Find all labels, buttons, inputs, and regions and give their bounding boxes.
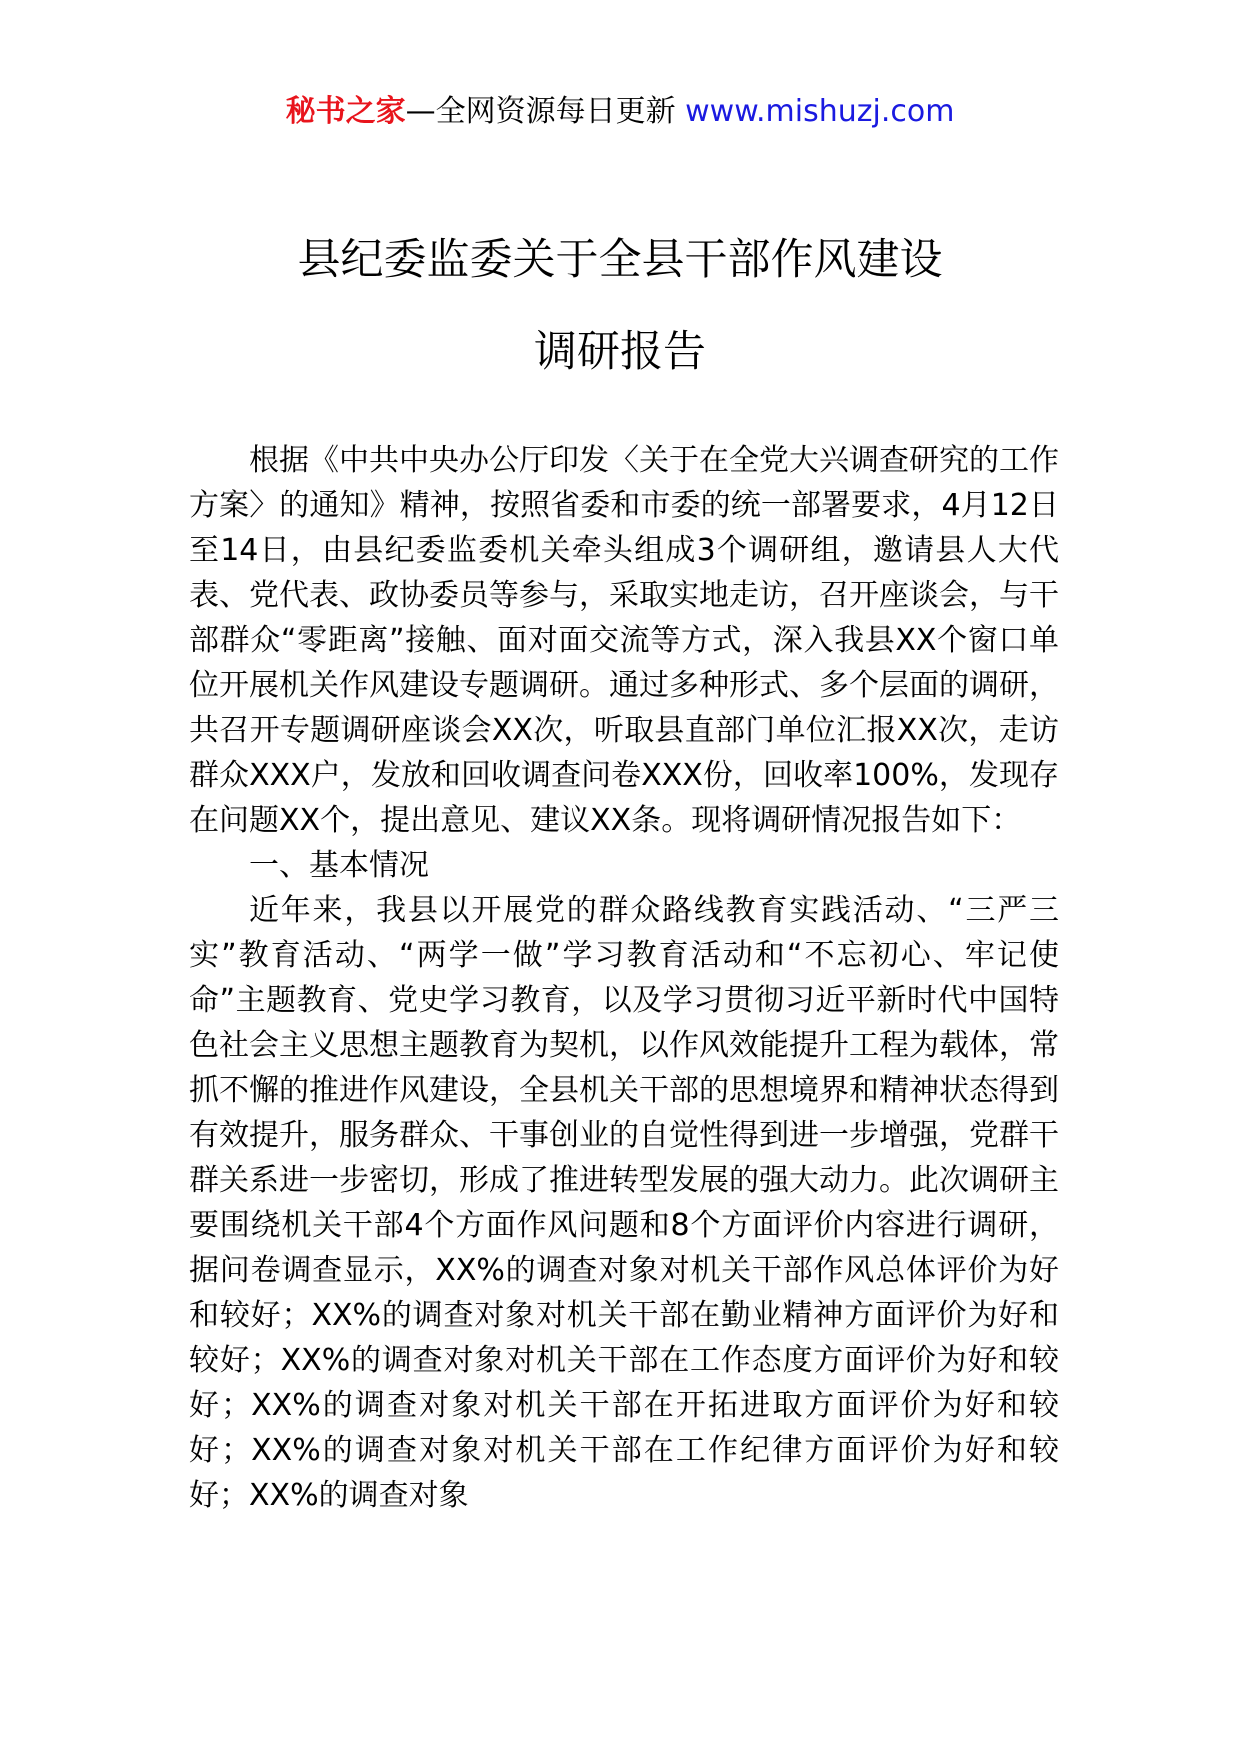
document-title-line-2: 调研报告 <box>534 327 706 377</box>
site-url-link[interactable]: www.mishuzj.com <box>685 94 955 129</box>
section-heading-basic-situation: 一、基本情况 <box>249 848 429 883</box>
document-body <box>189 438 1059 1518</box>
paragraph-intro: 根据《中共中央办公厅印发〈关于在全党大兴调查研究的工作方案〉的通知》精神，按照省委和市委的统一部署要求，4月12日至14日，由县纪委监委机关牵头组成3个调研组，邀请县人大代表、党代表、政协委员等参与，采取实地走访，召开座谈会，与干部群众“零距离”接触、面对面交流等方式，深入我县XX个窗口单位开展机关作风建设专题调研。通过多种形式、多个层面的调研，共召开专题调研座谈会XX次，听取县直部门单位汇报XX次，走访群众XXX户，发放和回收调查问卷XXX份，回收率100%，发现存在问题XX个，提出意见、建议XX条。现将调研情况报告如下： <box>189 443 1059 838</box>
paragraph-basic-situation: 近年来，我县以开展党的群众路线教育实践活动、“三严三实”教育活动、“两学一做”学习教育活动和“不忘初心、牢记使命”主题教育、党史学习教育，以及学习贯彻习近平新时代中国特色社会主义思想主题教育为契机，以作风效能提升工程为载体，常抓不懈的推进作风建设，全县机关干部的思想境界和精神状态得到有效提升，服务群众、干事创业的自觉性得到进一步增强，党群干群关系进一步密切，形成了推进转型发展的强大动力。此次调研主要围绕机关干部4个方面作风问题和8个方面评价内容进行调研，据问卷调查显示，XX%的调查对象对机关干部作风总体评价为好和较好；XX%的调查对象对机关干部在勤业精神方面评价为好和较好；XX%的调查对象对机关干部在工作态度方面评价为好和较好；XX%的调查对象对机关干部在开拓进取方面评价为好和较好；XX%的调查对象对机关干部在工作纪律方面评价为好和较好；XX%的调查对象 <box>189 893 1059 1513</box>
site-header <box>0 88 1240 136</box>
brand-slogan: —全网资源每日更新 <box>405 94 676 129</box>
document-title-line-1: 县纪委监委关于全县干部作风建设 <box>297 235 943 285</box>
brand-name: 秘书之家 <box>285 94 406 129</box>
